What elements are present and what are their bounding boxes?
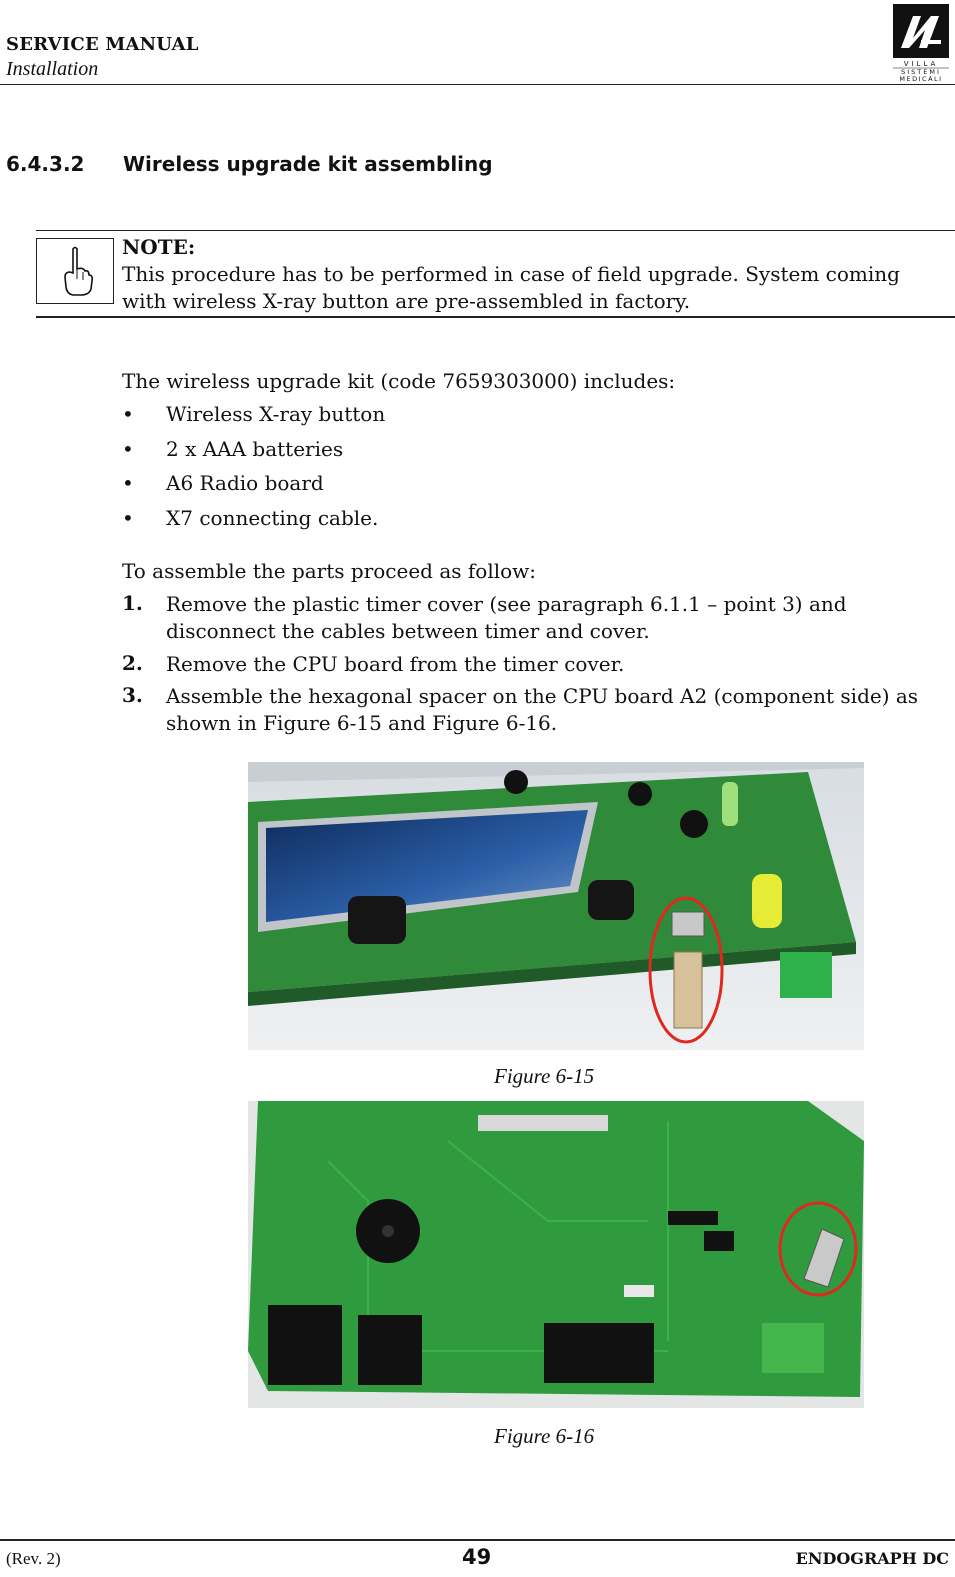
chapter-subtitle: Installation — [6, 58, 99, 80]
note-top-rule — [36, 230, 955, 231]
figure-6-15-photo — [248, 762, 864, 1050]
step-text: Remove the CPU board from the timer cover. — [166, 652, 625, 676]
pointing-hand-icon — [37, 239, 113, 303]
revision: (Rev. 2) — [6, 1549, 61, 1568]
villa-logo — [891, 2, 951, 82]
figure-caption: Figure 6-15 — [494, 1064, 595, 1088]
figure-caption: Figure 6-16 — [494, 1424, 595, 1448]
step-number: 3. — [122, 683, 143, 707]
note-text: This procedure has to be performed in case of field upgrade. System coming with wireless X-ray button are pre-assembled in factory. — [122, 262, 900, 313]
note-icon-box — [36, 238, 114, 304]
procedure-intro: To assemble the parts proceed as follow: — [122, 559, 537, 583]
step-text: Assemble the hexagonal spacer on the CPU board A2 (component side) as shown in Figure 6-15 and Figure 6-16. — [166, 684, 919, 735]
svg-text:VILLA: VILLA — [903, 60, 939, 68]
page-number: 49 — [462, 1545, 492, 1569]
svg-text:SISTEMI: SISTEMI — [901, 68, 941, 76]
footer-divider — [0, 1539, 955, 1541]
step-number: 1. — [122, 591, 143, 615]
svg-text:MEDICALI: MEDICALI — [899, 75, 943, 82]
manual-title: SERVICE MANUAL — [6, 34, 199, 55]
kit-intro: The wireless upgrade kit (code 7659303000) includes: — [122, 369, 676, 393]
header-divider — [0, 84, 955, 85]
step-number: 2. — [122, 651, 143, 675]
section-title: Wireless upgrade kit assembling — [123, 152, 493, 176]
section-heading — [6, 152, 493, 176]
figure-6-16-photo — [248, 1101, 864, 1408]
note-bottom-rule — [36, 316, 955, 318]
note-label: NOTE: — [122, 235, 196, 259]
product-name: ENDOGRAPH DC — [795, 1549, 949, 1568]
note-block — [122, 234, 942, 315]
section-number: 6.4.3.2 — [6, 152, 85, 176]
step-text: Remove the plastic timer cover (see paragraph 6.1.1 – point 3) and disconnect the cables between timer and cover. — [166, 592, 847, 643]
